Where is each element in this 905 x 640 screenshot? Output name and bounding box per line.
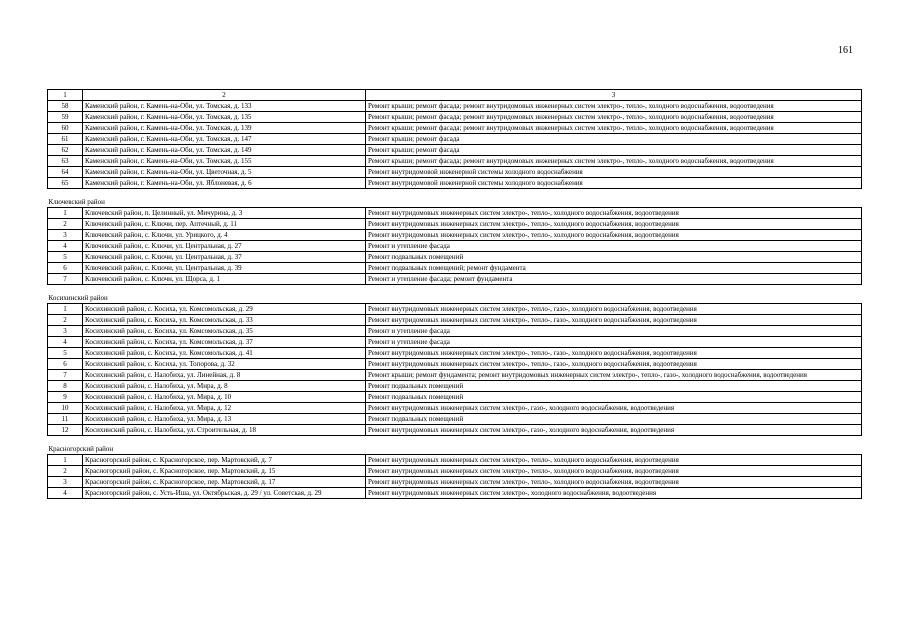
section-heading-row — [48, 444, 862, 455]
row-number: 62 — [48, 145, 83, 156]
row-address: Ключевский район, с. Ключи, ул. Урицкого, д. 4 — [83, 230, 366, 241]
row-number: 64 — [48, 167, 83, 178]
table-row — [48, 348, 862, 359]
row-address: Косихинский район, с. Налобиха, ул. Мира, д. 12 — [83, 403, 366, 414]
row-works: Ремонт внутридомовых инженерных систем электро-, газо-, холодного водоснабжения, водоотведения — [366, 403, 862, 414]
row-number: 3 — [48, 326, 83, 337]
row-number: 4 — [48, 241, 83, 252]
row-number: 5 — [48, 252, 83, 263]
table-row — [48, 315, 862, 326]
section-spacer — [48, 285, 862, 294]
spacer-cell — [48, 189, 862, 198]
row-address: Красногорский район, с. Красногорское, пер. Мартовский, д. 7 — [83, 455, 366, 466]
table-row — [48, 466, 862, 477]
row-works: Ремонт внутридомовых инженерных систем электро-, тепло-, холодного водоснабжения, водоотведения — [366, 230, 862, 241]
table-header-row — [48, 90, 862, 101]
row-address: Косихинский район, с. Косиха, ул. Топорова, д. 32 — [83, 359, 366, 370]
table-row — [48, 455, 862, 466]
section-heading-row — [48, 197, 862, 208]
row-number: 6 — [48, 263, 83, 274]
row-number: 2 — [48, 466, 83, 477]
section-heading: Косихинский район — [48, 294, 108, 302]
row-address: Каменский район, г. Камень-на-Оби, ул. Яблоневая, д. 6 — [83, 178, 366, 189]
row-works: Ремонт внутридомовой инженерной системы холодного водоснабжения — [366, 178, 862, 189]
row-works: Ремонт внутридомовых инженерных систем электро-, тепло-, газо-, холодного водоснабжения, водоотведения — [366, 315, 862, 326]
row-address: Косихинский район, с. Косиха, ул. Комсомольская, д. 29 — [83, 304, 366, 315]
row-number: 7 — [48, 370, 83, 381]
row-address: Ключевский район, с. Ключи, пер. Аптечный, д. 11 — [83, 219, 366, 230]
row-address: Каменский район, г. Камень-на-Оби, ул. Цветочная, д. 5 — [83, 167, 366, 178]
spacer-cell — [48, 436, 862, 445]
table-row — [48, 156, 862, 167]
row-works: Ремонт внутридомовой инженерной системы холодного водоснабжения — [366, 167, 862, 178]
row-works: Ремонт крыши; ремонт фасада — [366, 145, 862, 156]
row-address: Красногорский район, с. Усть-Иша, ул. Октябрьская, д. 29 / ул. Советская, д. 29 — [83, 488, 366, 499]
row-address: Ключевский район, с. Ключи, ул. Центральная, д. 27 — [83, 241, 366, 252]
row-number: 1 — [48, 455, 83, 466]
table-row — [48, 263, 862, 274]
header-col-address: 2 — [83, 90, 366, 101]
header-col-number: 1 — [48, 90, 83, 101]
table-row — [48, 403, 862, 414]
table-row — [48, 167, 862, 178]
row-number: 5 — [48, 348, 83, 359]
row-address: Косихинский район, с. Косиха, ул. Комсомольская, д. 41 — [83, 348, 366, 359]
header-col-works: 3 — [366, 90, 862, 101]
row-works: Ремонт крыши; ремонт фасада; ремонт внутридомовых инженерных систем электро-, тепло-, холодного водоснабжения, водоотведения — [366, 112, 862, 123]
row-number: 9 — [48, 392, 83, 403]
row-number: 60 — [48, 123, 83, 134]
row-works: Ремонт подвальных помещений — [366, 381, 862, 392]
table-row — [48, 337, 862, 348]
row-number: 61 — [48, 134, 83, 145]
row-address: Каменский район, г. Камень-на-Оби, ул. Томская, д. 135 — [83, 112, 366, 123]
table-row — [48, 477, 862, 488]
row-number: 2 — [48, 315, 83, 326]
row-number: 7 — [48, 274, 83, 285]
row-number: 8 — [48, 381, 83, 392]
row-number: 63 — [48, 156, 83, 167]
row-address: Ключевский район, с. Ключи, ул. Центральная, д. 37 — [83, 252, 366, 263]
table-row — [48, 359, 862, 370]
row-number: 65 — [48, 178, 83, 189]
row-works: Ремонт и утепление фасада — [366, 241, 862, 252]
row-address: Каменский район, г. Камень-на-Оби, ул. Томская, д. 149 — [83, 145, 366, 156]
row-works: Ремонт внутридомовых инженерных систем электро-, тепло-, холодного водоснабжения, водоотведения — [366, 455, 862, 466]
table-row — [48, 178, 862, 189]
row-works: Ремонт крыши; ремонт фасада; ремонт внутридомовых инженерных систем электро-, тепло-, холодного водоснабжения, водоотведения — [366, 156, 862, 167]
row-number: 59 — [48, 112, 83, 123]
works-table-container — [47, 89, 861, 499]
row-address: Ключевский район, с. Ключи, ул. Центральная, д. 39 — [83, 263, 366, 274]
spacer-cell — [48, 285, 862, 294]
row-number: 1 — [48, 208, 83, 219]
table-row — [48, 208, 862, 219]
row-address: Ключевский район, п. Целинный, ул. Мичурина, д. 3 — [83, 208, 366, 219]
row-number: 2 — [48, 219, 83, 230]
row-works: Ремонт подвальных помещений — [366, 252, 862, 263]
row-address: Каменский район, г. Камень-на-Оби, ул. Томская, д. 155 — [83, 156, 366, 167]
row-number: 3 — [48, 477, 83, 488]
page-number: 161 — [838, 45, 853, 56]
row-number: 1 — [48, 304, 83, 315]
row-address: Косихинский район, с. Налобиха, ул. Мира, д. 10 — [83, 392, 366, 403]
row-address: Косихинский район, с. Налобиха, ул. Строительная, д. 18 — [83, 425, 366, 436]
table-row — [48, 381, 862, 392]
row-works: Ремонт внутридомовых инженерных систем электро-, тепло-, холодного водоснабжения, водоотведения — [366, 208, 862, 219]
row-works: Ремонт внутридомовых инженерных систем электро-, тепло-, холодного водоснабжения, водоотведения — [366, 466, 862, 477]
row-address: Каменский район, г. Камень-на-Оби, ул. Томская, д. 147 — [83, 134, 366, 145]
row-number: 58 — [48, 101, 83, 112]
row-address: Косихинский район, с. Налобиха, ул. Мира, д. 13 — [83, 414, 366, 425]
row-address: Красногорский район, с. Красногорское, пер. Мартовский, д. 15 — [83, 466, 366, 477]
row-number: 10 — [48, 403, 83, 414]
row-address: Каменский район, г. Камень-на-Оби, ул. Томская, д. 133 — [83, 101, 366, 112]
row-address: Каменский район, г. Камень-на-Оби, ул. Томская, д. 139 — [83, 123, 366, 134]
table-row — [48, 101, 862, 112]
table-row — [48, 304, 862, 315]
table-row — [48, 123, 862, 134]
row-number: 4 — [48, 337, 83, 348]
row-works: Ремонт и утепление фасада — [366, 337, 862, 348]
section-heading: Красногорский район — [48, 445, 114, 453]
row-works: Ремонт крыши; ремонт фундамента; ремонт внутридомовых инженерных систем электро-, тепло-, газо-, холодного водоснабжения, водоотведения — [366, 370, 862, 381]
section-spacer — [48, 189, 862, 198]
row-works: Ремонт внутридомовых инженерных систем электро-, тепло-, газо-, холодного водоснабжения, водоотведения — [366, 304, 862, 315]
row-address: Косихинский район, с. Косиха, ул. Комсомольская, д. 35 — [83, 326, 366, 337]
table-row — [48, 326, 862, 337]
row-works: Ремонт подвальных помещений; ремонт фундамента — [366, 263, 862, 274]
row-works: Ремонт крыши; ремонт фасада; ремонт внутридомовых инженерных систем электро-, тепло-, холодного водоснабжения, водоотведения — [366, 101, 862, 112]
row-works: Ремонт внутридомовых инженерных систем электро-, тепло-, газо-, холодного водоснабжения, водоотведения — [366, 359, 862, 370]
table-row — [48, 252, 862, 263]
row-address: Красногорский район, с. Красногорское, пер. Мартовский, д. 17 — [83, 477, 366, 488]
row-number: 4 — [48, 488, 83, 499]
row-works: Ремонт крыши; ремонт фасада; ремонт внутридомовых инженерных систем электро-, тепло-, холодного водоснабжения, водоотведения — [366, 123, 862, 134]
row-works: Ремонт внутридомовых инженерных систем электро-, холодного водоснабжения, водоотведения — [366, 488, 862, 499]
section-heading: Ключевский район — [48, 198, 105, 206]
table-row — [48, 241, 862, 252]
table-row — [48, 145, 862, 156]
row-address: Косихинский район, с. Налобиха, ул. Мира, д. 8 — [83, 381, 366, 392]
row-number: 3 — [48, 230, 83, 241]
works-table — [47, 89, 862, 499]
table-row — [48, 219, 862, 230]
row-number: 11 — [48, 414, 83, 425]
row-works: Ремонт и утепление фасада — [366, 326, 862, 337]
row-address: Ключевский район, с. Ключи, ул. Щорса, д. 1 — [83, 274, 366, 285]
table-row — [48, 425, 862, 436]
row-address: Косихинский район, с. Косиха, ул. Комсомольская, д. 33 — [83, 315, 366, 326]
row-works: Ремонт и утепление фасада; ремонт фундамента — [366, 274, 862, 285]
row-works: Ремонт крыши; ремонт фасада — [366, 134, 862, 145]
row-works: Ремонт подвальных помещений — [366, 392, 862, 403]
row-works: Ремонт внутридомовых инженерных систем электро-, тепло-, холодного водоснабжения, водоотведения — [366, 219, 862, 230]
row-works: Ремонт подвальных помещений — [366, 414, 862, 425]
section-heading-row — [48, 293, 862, 304]
table-row — [48, 370, 862, 381]
table-row — [48, 112, 862, 123]
row-works: Ремонт внутридомовых инженерных систем электро-, тепло-, газо-, холодного водоснабжения, водоотведения — [366, 348, 862, 359]
table-row — [48, 414, 862, 425]
row-number: 6 — [48, 359, 83, 370]
row-address: Косихинский район, с. Косиха, ул. Комсомольская, д. 37 — [83, 337, 366, 348]
row-works: Ремонт внутридомовых инженерных систем электро-, газо-, холодного водоснабжения, водоотведения — [366, 425, 862, 436]
table-row — [48, 134, 862, 145]
section-spacer — [48, 436, 862, 445]
table-row — [48, 274, 862, 285]
table-row — [48, 488, 862, 499]
table-row — [48, 392, 862, 403]
row-number: 12 — [48, 425, 83, 436]
table-row — [48, 230, 862, 241]
row-works: Ремонт внутридомовых инженерных систем электро-, тепло-, холодного водоснабжения, водоотведения — [366, 477, 862, 488]
row-address: Косихинский район, с. Налобиха, ул. Линейная, д. 8 — [83, 370, 366, 381]
